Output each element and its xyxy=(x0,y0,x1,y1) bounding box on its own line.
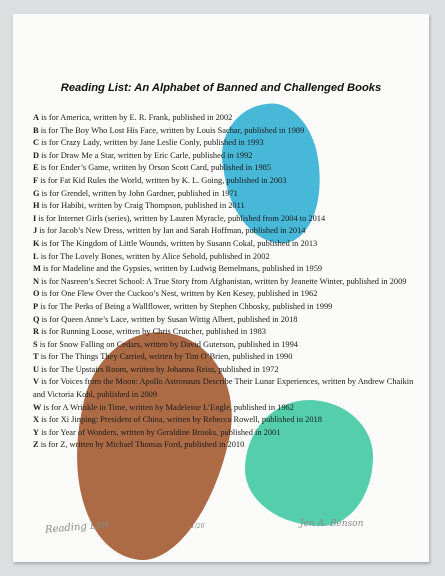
entry-letter: G xyxy=(33,188,40,198)
list-item xyxy=(33,213,415,226)
entry-text: is for Draw Me a Star, written by Eric Carle, published in 1992 xyxy=(39,150,253,160)
list-item xyxy=(33,125,415,138)
list-item xyxy=(33,162,415,175)
list-item xyxy=(33,276,415,289)
entry-text: is for The Kingdom of Little Wounds, written by Susann Cokal, published in 2013 xyxy=(39,238,318,248)
entry-letter: S xyxy=(33,339,38,349)
entry-text: is for America, written by E. R. Frank, published in 2002 xyxy=(39,113,233,122)
book-list xyxy=(33,112,415,452)
entry-letter: A xyxy=(33,113,40,122)
entry-letter: K xyxy=(33,238,40,248)
entry-text: is for Z, written by Michael Thomas Ford, published in 2010 xyxy=(38,440,245,450)
entry-letter: P xyxy=(33,301,39,311)
entry-text: is for Queen Anne’s Lace, written by Susan Wittig Albert, published in 2018 xyxy=(39,314,298,324)
entry-letter: N xyxy=(33,276,40,286)
list-item xyxy=(33,301,415,314)
list-item xyxy=(33,238,415,251)
list-item xyxy=(33,251,415,264)
entry-letter: L xyxy=(33,251,39,261)
paper-sheet xyxy=(13,14,429,562)
entry-letter: X xyxy=(33,415,40,425)
entry-text: is for Fat Kid Rules the World, written by K. L. Going, published in 2003 xyxy=(38,175,287,185)
entry-letter: D xyxy=(33,150,40,160)
entry-letter: W xyxy=(33,402,42,412)
list-item xyxy=(33,376,415,401)
list-item xyxy=(33,175,415,188)
list-item xyxy=(33,314,415,327)
entry-letter: T xyxy=(33,352,39,362)
entry-text: is for Year of Wonders, written by Geraldine Brooks, published in 2001 xyxy=(39,427,281,437)
artist-signature: Jen A. Benson xyxy=(300,519,364,529)
entry-text: is for Xi Jinping: President of China, written by Rebecca Rowell, published in 2018 xyxy=(39,415,322,425)
entry-text: is for A Wrinkle in Time, written by Madeleine L’Engle, published in 1962 xyxy=(41,402,294,412)
list-item xyxy=(33,364,415,377)
list-item xyxy=(33,402,415,415)
entry-letter: E xyxy=(33,163,39,173)
list-item xyxy=(33,339,415,352)
entry-text: is for Internet Girls (series), written by Lauren Myracle, published from 2004 to 2014 xyxy=(36,213,326,223)
entry-letter: O xyxy=(33,289,40,299)
entry-text: is for Ender’s Game, written by Orson Scott Card, published in 1985 xyxy=(38,163,272,173)
list-item xyxy=(33,112,415,125)
entry-letter: Y xyxy=(33,427,40,437)
list-item xyxy=(33,150,415,163)
entry-text: is for The Upstairs Room, written by Johanna Reiss, published in 1972 xyxy=(39,364,279,374)
entry-letter: F xyxy=(33,175,39,185)
list-item xyxy=(33,188,415,201)
entry-text: is for The Boy Who Lost His Face, written by Louis Sachar, published in 1989 xyxy=(38,125,305,135)
entry-text: is for Running Loose, written by Chris Crutcher, published in 1983 xyxy=(39,327,266,337)
entry-text: is for Nasreen’s Secret School: A True Story from Afghanistan, written by Jeanette Winter, published in 2009 xyxy=(39,276,407,286)
list-item xyxy=(33,351,415,364)
entry-text: is for Madeline and the Gypsies, written by Ludwig Bemelmans, published in 1959 xyxy=(40,264,323,274)
list-item xyxy=(33,326,415,339)
entry-letter: R xyxy=(33,327,40,337)
title-inscription: Reading List xyxy=(44,519,110,536)
entry-text: is for The Lovely Bones, written by Alice Sebold, published in 2002 xyxy=(38,251,270,261)
list-item xyxy=(33,225,415,238)
list-item xyxy=(33,200,415,213)
entry-letter: V xyxy=(33,377,40,387)
entry-text: is for Snow Falling on Cedars, written by David Guterson, published in 1994 xyxy=(37,339,298,349)
list-item xyxy=(33,263,415,276)
page-title: Reading List: An Alphabet of Banned and Challenged Books xyxy=(60,82,382,94)
entry-letter: I xyxy=(33,213,37,223)
entry-letter: H xyxy=(33,201,40,211)
entry-letter: B xyxy=(33,125,39,135)
entry-letter: Q xyxy=(33,314,40,324)
entry-text: is for Jacob’s New Dress, written by Ian and Sarah Hoffman, published in 2014 xyxy=(37,226,306,236)
list-item xyxy=(33,439,415,452)
entry-letter: C xyxy=(33,138,40,148)
entry-text: is for The Perks of Being a Wallflower, written by Stephen Chbosky, published in 1999 xyxy=(38,301,333,311)
edition-number: 1/20 xyxy=(191,523,205,530)
entry-text: is for Voices from the Moon: Apollo Astronauts Describe Their Lunar Experiences, written by Andrew Chaikin and Victoria Kohl, published in 2009 xyxy=(33,377,414,400)
entry-letter: M xyxy=(33,264,41,274)
entry-letter: U xyxy=(33,364,40,374)
list-item xyxy=(33,414,415,427)
entry-text: is for One Flew Over the Cuckoo’s Nest, written by Ken Kesey, published in 1962 xyxy=(39,289,318,299)
entry-text: is for The Things They Carried, written by Tim O’Brien, published in 1990 xyxy=(38,352,293,362)
entry-letter: J xyxy=(33,226,38,236)
entry-text: is for Crazy Lady, written by Jane Leslie Conly, published in 1993 xyxy=(39,138,264,148)
list-item xyxy=(33,137,415,150)
list-item xyxy=(33,427,415,440)
list-item xyxy=(33,288,415,301)
entry-text: is for Habibi, written by Craig Thompson, published in 2011 xyxy=(39,201,245,211)
entry-text: is for Grendel, written by John Gardner, published in 1971 xyxy=(39,188,238,198)
entry-letter: Z xyxy=(33,440,39,450)
